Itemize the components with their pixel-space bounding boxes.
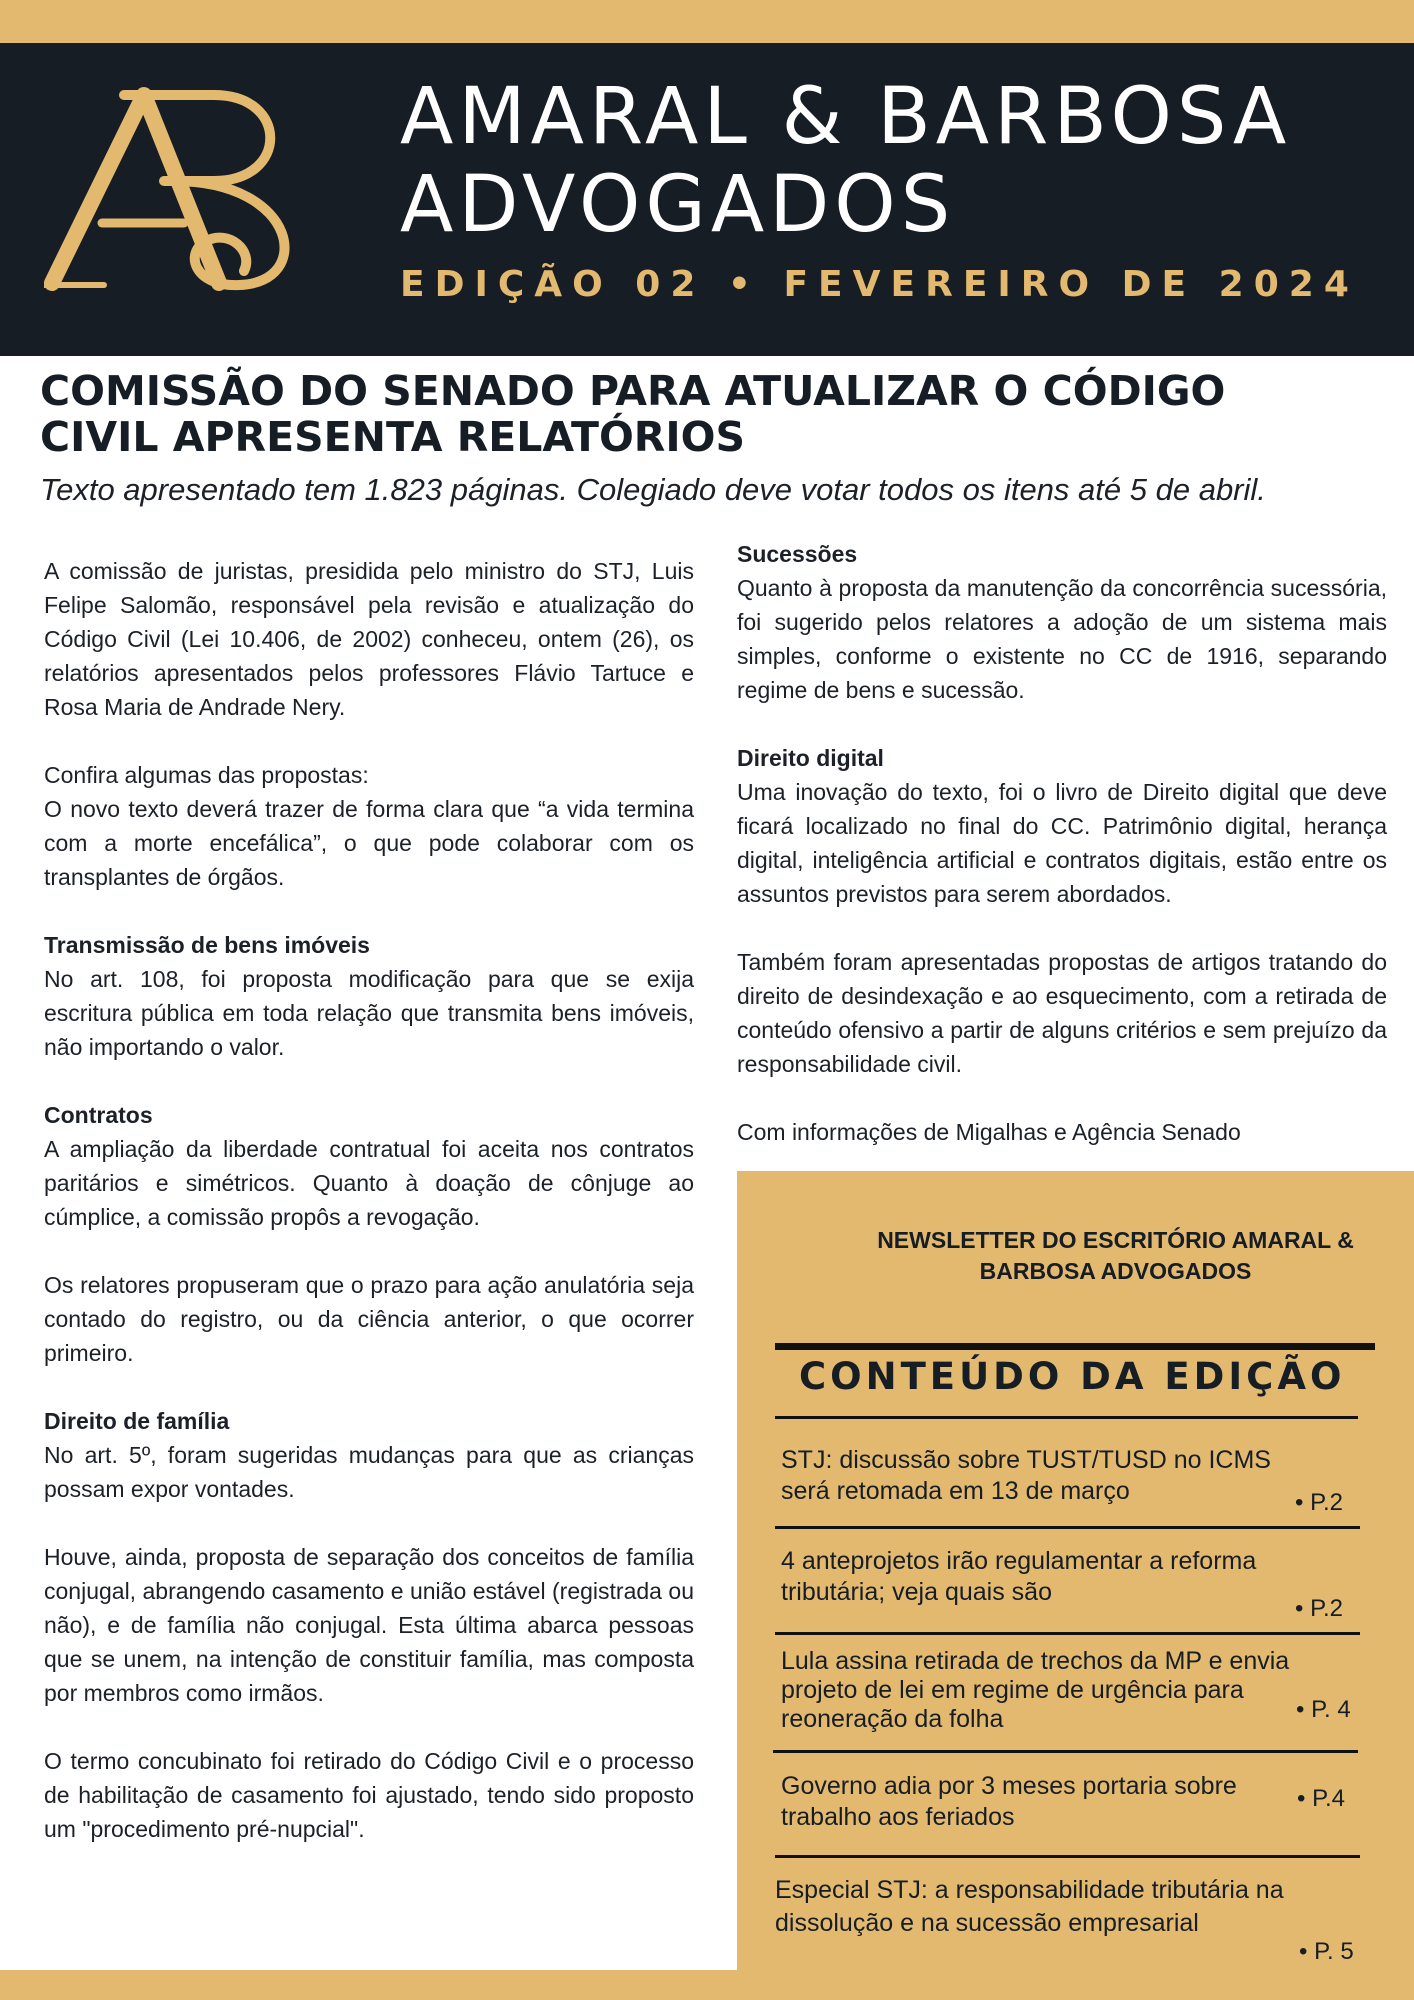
firm-name-line1: AMARAL & BARBOSA — [400, 72, 1292, 162]
proposals-text: O novo texto deverá trazer de forma clara que “a vida termina com a morte encefálica”, o que pode colaborar com os transplantes de órgãos. — [44, 796, 694, 890]
digital-heading: Direito digital — [737, 745, 884, 771]
sucessoes-text: Quanto à proposta da manutenção da concorrência sucessória, foi sugerido pelos relatores a adoção de um sistema mais simples, conforme o existente no CC de 1916, separando regime de bens e sucessão. — [737, 575, 1387, 703]
concubinato-text: O termo concubinato foi retirado do Código Civil e o processo de habilitação de casamento foi ajustado, tendo sido proposto um "procedimento pré-nupcial". — [44, 1748, 694, 1842]
contents-item-3-title[interactable]: Lula assina retirada de trechos da MP e envia projeto de lei em regime de urgência para reoneração da folha — [781, 1647, 1290, 1733]
edition-contents-box — [737, 1171, 1414, 1970]
newsletter-title: NEWSLETTER DO ESCRITÓRIO AMARAL & BARBOSA ADVOGADOS — [877, 1227, 1354, 1284]
contents-divider — [773, 1750, 1358, 1753]
source-text: Com informações de Migalhas e Agência Senado — [737, 1119, 1241, 1145]
contents-item-4-title[interactable]: Governo adia por 3 meses portaria sobre trabalho aos feriados — [781, 1772, 1237, 1831]
contents-item-4-page: • P.4 — [1297, 1785, 1345, 1812]
headline-line1: COMISSÃO DO SENADO PARA ATUALIZAR O CÓDIGO — [40, 367, 1226, 415]
top-gold-band — [0, 0, 1414, 43]
contratos-text: A ampliação da liberdade contratual foi aceita nos contratos paritários e simétricos. Quanto à doação de cônjuge ao cúmplice, a comissão propôs a revogação. — [44, 1136, 694, 1230]
contents-divider — [775, 1855, 1360, 1858]
ab-logo-icon — [44, 73, 314, 313]
contents-item-5-title[interactable]: Especial STJ: a responsabilidade tributária na dissolução e na sucessão empresarial — [775, 1876, 1284, 1937]
article-subhead: Texto apresentado tem 1.823 páginas. Colegiado deve votar todos os itens até 5 de abril. — [40, 472, 1266, 507]
contents-title: CONTEÚDO DA EDIÇÃO — [799, 1355, 1346, 1398]
contents-item-1-title[interactable]: STJ: discussão sobre TUST/TUSD no ICMS será retomada em 13 de março — [781, 1446, 1271, 1505]
contents-item-1-page: • P.2 — [1295, 1489, 1343, 1516]
relatores-text: Os relatores propuseram que o prazo para ação anulatória seja contado do registro, ou da ciência anterior, o que ocorrer primeiro. — [44, 1272, 694, 1366]
contents-divider — [775, 1632, 1360, 1635]
familia-heading: Direito de família — [44, 1408, 230, 1434]
article-headline — [40, 368, 1380, 460]
article-intro: A comissão de juristas, presidida pelo ministro do STJ, Luis Felipe Salomão, responsável pela revisão e atualização do Código Civil (Lei 10.406, de 2002) conheceu, ontem (26), os relatórios apresentados pelos professores Flávio Tartuce e Rosa Maria de Andrade Nery. — [44, 558, 694, 720]
article-right-column — [737, 537, 1387, 1183]
firm-name — [400, 73, 1291, 249]
firm-name-line2: ADVOGADOS — [400, 160, 956, 250]
transmissao-text: No art. 108, foi proposta modificação para que se exija escritura pública em toda relação que transmita bens imóveis, não importando o valor. — [44, 966, 694, 1060]
edition-date: EDIÇÃO 02 • FEVEREIRO DE 2024 — [400, 264, 1359, 305]
headline-line2: CIVIL APRESENTA RELATÓRIOS — [40, 413, 746, 461]
contents-item-5-page: • P. 5 — [1299, 1938, 1354, 1965]
sucessoes-heading: Sucessões — [737, 541, 858, 567]
contratos-heading: Contratos — [44, 1102, 153, 1128]
esquecimento-text: Também foram apresentadas propostas de artigos tratando do direito de desindexação e ao esquecimento, com a retirada de conteúdo ofensivo a partir de alguns critérios e sem prejuízo da responsabilidade civil. — [737, 949, 1387, 1077]
transmissao-heading: Transmissão de bens imóveis — [44, 932, 370, 958]
contents-item-3-page: • P. 4 — [1292, 1696, 1351, 1724]
article-left-column — [44, 554, 694, 1880]
contents-top-rule — [775, 1343, 1375, 1350]
proposals-intro: Confira algumas das propostas: — [44, 762, 369, 788]
contents-title-rule — [775, 1416, 1358, 1419]
contents-divider — [775, 1526, 1360, 1529]
familia-text-2: Houve, ainda, proposta de separação dos conceitos de família conjugal, abrangendo casamento e união estável (registrada ou não), e de família não conjugal. Esta última abarca pessoas que se unem, na intenção de constituir família, mas composta por membros como irmãos. — [44, 1544, 694, 1706]
contents-item-2-page: • P.2 — [1295, 1595, 1343, 1622]
bottom-gold-band — [0, 1970, 1414, 2000]
masthead — [0, 43, 1414, 356]
familia-text: No art. 5º, foram sugeridas mudanças para que as crianças possam expor vontades. — [44, 1442, 694, 1502]
contents-item-2-title[interactable]: 4 anteprojetos irão regulamentar a reforma tributária; veja quais são — [781, 1547, 1257, 1606]
digital-text: Uma inovação do texto, foi o livro de Direito digital que deve ficará localizado no final do CC. Patrimônio digital, herança digital, inteligência artificial e contratos digitais, estão entre os assuntos previstos para serem abordados. — [737, 779, 1387, 907]
